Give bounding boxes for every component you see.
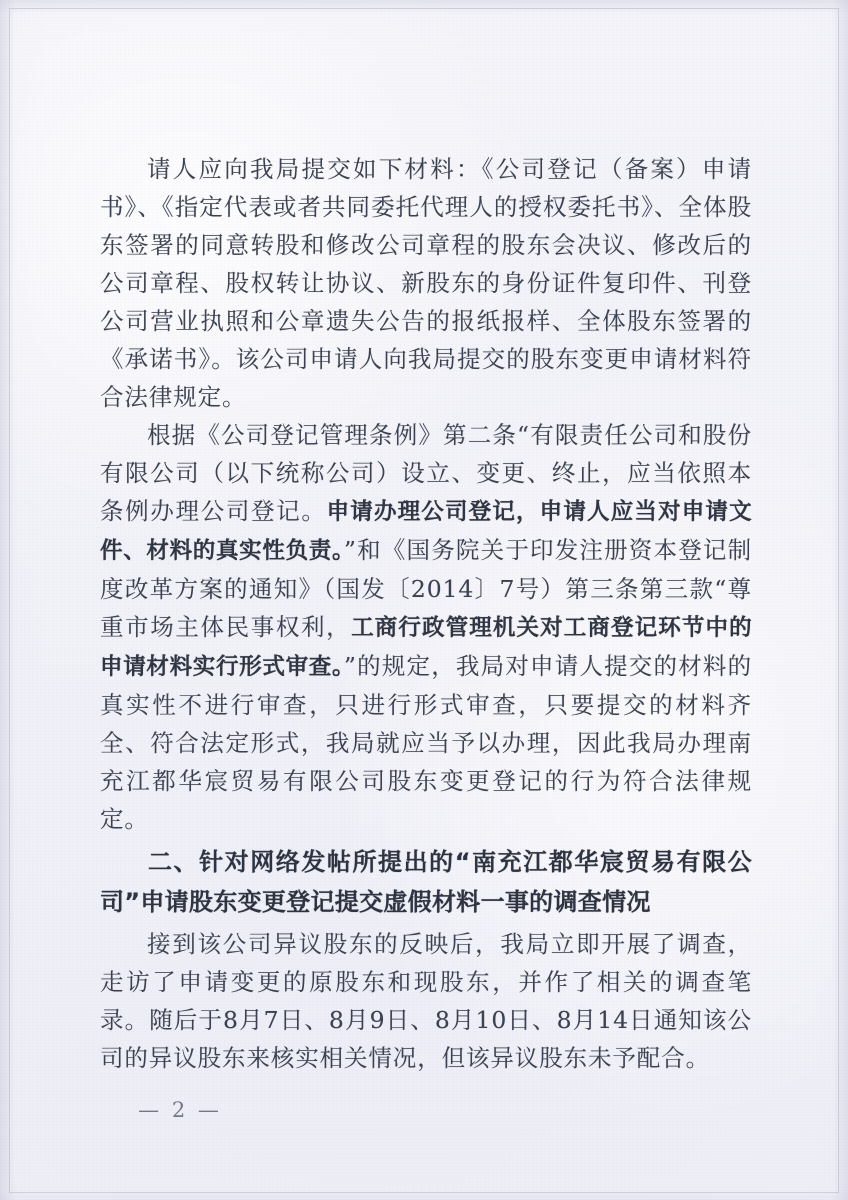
emphasis-applicant-responsibility: 申请办理公司登记，申请人应当对申请文件、材料的真实性负责。 [100,499,752,564]
paragraph-materials-list: 请人应向我局提交如下材料：《公司登记（备案）申请书》、《指定代表或者共同委托代理人的授权委托书》、全体股东签署的同意转股和修改公司章程的股东会决议、修改后的公司章程、股权转让协议、新股东的身份证件复印件、刊登公司营业执照和公章遗失公告的报纸报样、全体股东签署的《承诺书》。该公司申请人向我局提交的股东变更申请材料符合法律规定。 [100,155,752,411]
paragraph-legal-basis-segment-1: 根据《公司登记管理条例》第二条“有限责任公司和股份有限公司（以下统称公司）设立、变更、终止，应当依照本条例办理公司登记。 [100,421,752,525]
paragraph-legal-basis [100,416,752,838]
paragraph-legal-basis-segment-3: ”的规定，我局对申请人提交的材料的真实性不进行审查，只进行形式审查，只要提交的材料齐全、符合法定形式，我局就应当予以办理，因此我局办理南充江都华宸贸易有限公司股东变更登记的行为符合法律规定。 [100,652,752,833]
page-number-footer: — 2 — [138,1098,222,1122]
section-heading-item-two: 二、针对网络发帖所提出的“南充江都华宸贸易有限公司”申请股东变更登记提交虚假材料一事的调查情况 [100,848,752,916]
emphasis-formal-review: 工商行政管理机关对工商登记环节中的申请材料实行形式审查。 [100,615,752,680]
document-text-column [100,150,752,1077]
paragraph-investigation-summary: 接到该公司异议股东的反映后，我局立即开展了调查，走访了申请变更的原股东和现股东，并作了相关的调查笔录。随后于8月7日、8月9日、8月10日、8月14日通知该公司的异议股东来核实相关情况，但该异议股东未予配合。 [100,930,752,1072]
paragraph-legal-basis-segment-2: ”和《国务院关于印发注册资本登记制度改革方案的通知》（国发〔2014〕7号）第三条第三款“尊重市场主体民事权利， [100,536,752,641]
